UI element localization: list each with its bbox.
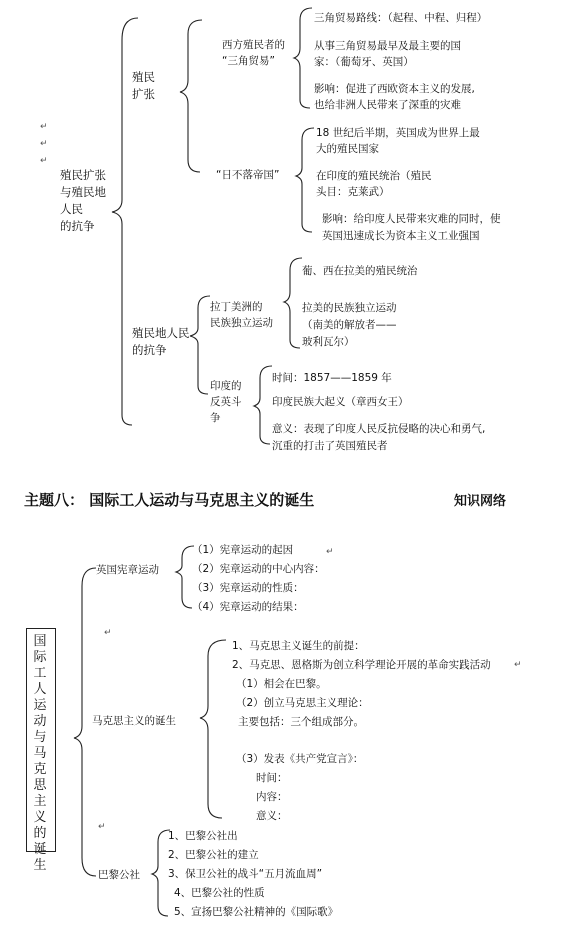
india-significance-2: 沉重的打击了英国殖民者 xyxy=(272,440,388,452)
triangle-trade-countries-1: 从事三角贸易最早及最主要的国 xyxy=(314,40,461,52)
empire-india-rule-1: 在印度的殖民统治（殖民 xyxy=(316,170,432,182)
empire-impact-2: 英国迅速成长为资本主义工业强国 xyxy=(322,230,480,242)
chartism-item-4: （4）宪章运动的结果： xyxy=(192,601,304,613)
chartism-item-3: （3）宪章运动的性质： xyxy=(192,582,304,594)
section-tag: 知识网络 xyxy=(454,494,507,509)
latin-america-independence-1: 拉美的民族独立运动 xyxy=(302,302,397,314)
branch-expansion-line-1: 殖民 xyxy=(132,70,155,84)
india-struggle-label-2: 反英斗 xyxy=(210,396,242,408)
commune-item-3: 3、保卫公社的战斗“五月流血周” xyxy=(168,868,323,880)
root-top-line-1: 殖民扩张 xyxy=(60,168,106,182)
brace-empire xyxy=(296,128,314,232)
paragraph-mark: ↵ xyxy=(104,628,112,638)
brace-latin-america xyxy=(284,258,302,348)
marxism-label: 马克思主义的诞生 xyxy=(92,715,176,727)
commune-item-2: 2、巴黎公社的建立 xyxy=(168,849,259,861)
branch-expansion-line-2: 扩张 xyxy=(132,87,155,101)
india-struggle-label-3: 争 xyxy=(210,412,221,424)
marxism-item-7: 时间： xyxy=(256,772,288,784)
paragraph-mark: ↵ xyxy=(40,139,48,149)
paragraph-mark: ↵ xyxy=(98,822,106,832)
branch-struggle-line-1: 殖民地人民 xyxy=(132,326,190,340)
root-top-line-2: 与殖民地 xyxy=(60,185,106,199)
marxism-item-6: （3）发表《共产党宣言》： xyxy=(236,753,364,765)
latin-america-label-1: 拉丁美洲的 xyxy=(210,301,263,313)
triangle-trade-countries-2: 家：（葡萄牙、英国） xyxy=(314,56,414,68)
brace-expansion xyxy=(180,20,202,172)
latin-america-label-2: 民族独立运动 xyxy=(210,317,273,329)
empire-largest-2: 大的殖民国家 xyxy=(316,143,379,155)
paragraph-mark: ↵ xyxy=(40,156,48,166)
commune-item-5: 5、宣扬巴黎公社精神的《国际歌》 xyxy=(174,906,339,918)
root-top-line-3: 人民 xyxy=(60,202,83,216)
marxism-item-8: 内容： xyxy=(256,791,288,803)
empire-india-rule-2: 头目：克莱武） xyxy=(316,186,390,198)
marxism-item-4: （2）创立马克思主义理论： xyxy=(236,697,369,709)
commune-label: 巴黎公社 xyxy=(98,869,140,881)
latin-america-independence-3: 玻利瓦尔） xyxy=(302,336,355,348)
india-uprising: 印度民族大起义（章西女王） xyxy=(272,396,409,408)
india-struggle-label-1: 印度的 xyxy=(210,380,242,392)
triangle-trade-impact-2: 也给非洲人民带来了深重的灾难 xyxy=(314,99,461,111)
branch-struggle-line-2: 的抗争 xyxy=(132,343,167,357)
brace-triangle-trade xyxy=(294,8,312,108)
paragraph-mark: ↵ xyxy=(40,122,48,132)
triangle-trade-impact-1: 影响：促进了西欧资本主义的发展, xyxy=(314,83,475,95)
section-heading: 主题八： 国际工人运动与马克思主义的诞生 xyxy=(24,491,315,509)
paragraph-mark: ↵ xyxy=(514,660,522,670)
triangle-trade-label-2: “三角贸易” xyxy=(222,55,275,67)
commune-item-4: 4、巴黎公社的性质 xyxy=(174,887,265,899)
marxism-item-9: 意义： xyxy=(256,810,288,822)
marxism-item-1: 1、马克思主义诞生的前提： xyxy=(232,640,365,652)
india-significance-1: 意义：表现了印度人民反抗侵略的决心和勇气, xyxy=(272,423,486,435)
chartism-item-1: （1）宪章运动的起因 xyxy=(192,544,294,556)
brace-struggle xyxy=(190,296,210,394)
empire-largest-1: 18 世纪后半期，英国成为世界上最 xyxy=(316,127,480,139)
empire-impact-1: 影响：给印度人民带来灾难的同时，使 xyxy=(322,213,501,225)
latin-america-colonial-rule: 葡、西在拉美的殖民统治 xyxy=(302,265,418,277)
chartism-item-2: （2）宪章运动的中心内容： xyxy=(192,563,325,575)
marxism-item-2: 2、马克思、恩格斯为创立科学理论开展的革命实践活动 xyxy=(232,659,491,671)
paragraph-mark: ↵ xyxy=(326,547,334,557)
triangle-trade-route: 三角贸易路线：（起程、中程、归程） xyxy=(314,12,488,24)
triangle-trade-label-1: 西方殖民者的 xyxy=(222,39,285,51)
chartism-label: 英国宪章运动 xyxy=(96,564,159,576)
india-time: 时间：1857——1859 年 xyxy=(272,372,392,384)
brace-marxism xyxy=(200,640,226,818)
empire-label: “日不落帝国” xyxy=(216,169,280,181)
root-top-line-4: 的抗争 xyxy=(60,219,95,233)
commune-item-1: 1、巴黎公社出 xyxy=(168,830,238,842)
latin-america-independence-2: （南美的解放者—— xyxy=(302,319,397,331)
brace-india xyxy=(254,366,272,444)
root-bottom-label: 国际工人运动与马克思主义的诞生 xyxy=(33,634,47,873)
marxism-item-5: 主要包括：三个组成部分。 xyxy=(238,716,364,728)
marxism-item-3: （1）相会在巴黎。 xyxy=(236,678,327,690)
